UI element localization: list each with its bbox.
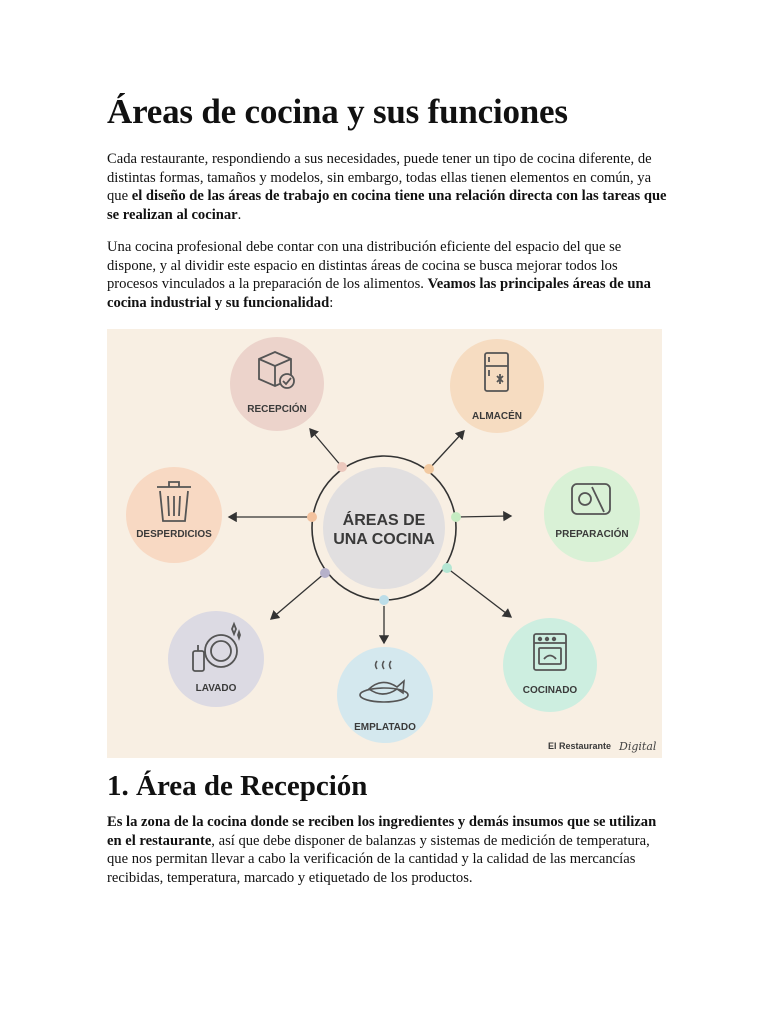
area-recepcion-circle <box>230 337 324 431</box>
brand-logo-script: Digital <box>619 740 657 753</box>
section-1-bold: Es la zona de la cocina donde se reciben los ingredientes y demás insumos que se utilizan en el restaurante <box>107 814 657 849</box>
intro-p1-end: . <box>237 206 242 223</box>
intro-p2-bold: Veamos las principales áreas de una cocina industrial y su funcionalidad <box>107 276 651 311</box>
infographic-svg <box>107 329 662 758</box>
area-desperdicios-label: DESPERDICIOS <box>136 529 212 540</box>
area-desperdicios <box>126 467 222 563</box>
intro-paragraph-2 <box>107 238 667 312</box>
ring-dot-almacen <box>424 464 434 474</box>
ring-dot-desperdicios <box>307 512 317 522</box>
center-title-line1: ÁREAS DE <box>342 512 426 529</box>
brand-logo-text: El Restaurante <box>548 741 612 751</box>
arrow-preparacion <box>456 516 511 517</box>
arrow-almacen <box>429 431 464 469</box>
intro-p1-bold: el diseño de las áreas de trabajo en cocina tiene una relación directa con las tareas que se realizan al cocinar <box>107 188 667 223</box>
ring-dot-lavado <box>320 568 330 578</box>
page-title: Áreas de cocina y sus funciones <box>107 92 568 131</box>
section-1-heading: 1. Área de Recepción <box>107 770 368 802</box>
area-emplatado <box>337 647 433 743</box>
area-emplatado-label: EMPLATADO <box>354 722 416 733</box>
intro-p2-end: : <box>329 294 334 311</box>
intro-paragraph-1 <box>107 150 667 224</box>
section-1-paragraph <box>107 813 667 887</box>
area-preparacion-label: PREPARACIÓN <box>555 529 629 540</box>
area-almacen <box>450 339 544 433</box>
ring-dot-cocinado <box>442 563 452 573</box>
kitchen-areas-infographic <box>107 329 662 758</box>
area-cocinado-label: COCINADO <box>522 685 578 696</box>
area-recepcion-label: RECEPCIÓN <box>247 404 307 415</box>
ring-dot-preparacion <box>451 512 461 522</box>
arrow-cocinado <box>447 568 511 617</box>
arrow-lavado <box>271 573 325 619</box>
intro-p2-text: Una cocina profesional debe contar con una distribución eficiente del espacio del que se dispone, y al dividir este espacio en distintas áreas de cocina se busca mejorar todos los procesos vinculados a la preparación de los alimentos. <box>107 239 622 293</box>
ring-dot-emplatado <box>379 595 389 605</box>
area-cocinado-circle <box>503 618 597 712</box>
area-lavado <box>168 611 264 707</box>
ring-dot-recepcion <box>337 462 347 472</box>
arrow-recepcion <box>310 429 342 467</box>
section-1-text: , así que debe disponer de balanzas y sistemas de medición de temperatura, que nos permitan llevar a cabo la verificación de la cantidad y la calidad de las mercancías recibidas, temperatura, marcado y etiquetado de los productos. <box>107 832 650 886</box>
area-almacen-label: ALMACÉN <box>472 411 522 422</box>
area-cocinado <box>503 618 597 712</box>
center-title-line2: UNA COCINA <box>333 531 435 548</box>
intro-p1-text: Cada restaurante, respondiendo a sus necesidades, puede tener un tipo de cocina diferente, de distintas formas, tamaños y modelos, sin embargo, todas ellas tienen elementos en común, ya que <box>107 151 652 205</box>
area-preparacion <box>544 466 640 562</box>
area-lavado-label: LAVADO <box>195 683 237 694</box>
area-recepcion <box>230 337 324 431</box>
